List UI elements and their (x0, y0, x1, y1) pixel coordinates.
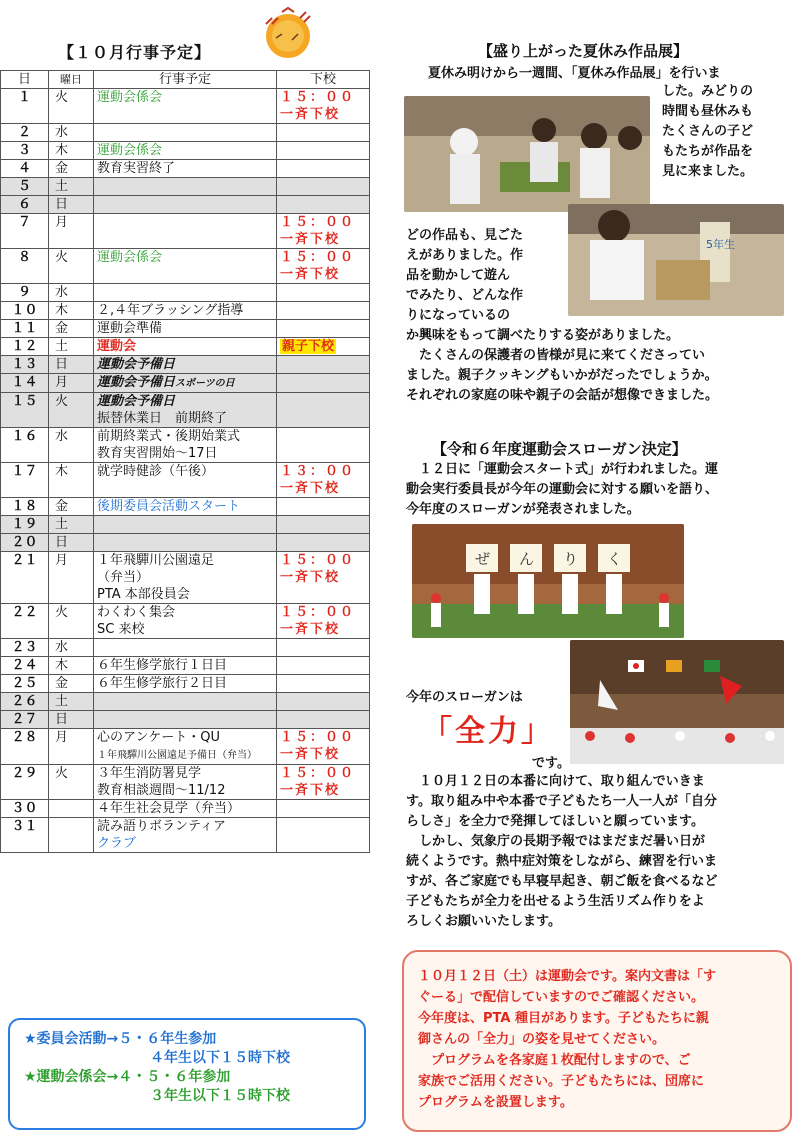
row-weekday: 日 (49, 356, 94, 374)
text-line: ぐーる」で配信していますのでご確認ください。 (418, 990, 705, 1005)
row-day: ２４ (1, 657, 49, 675)
row-dismissal (276, 428, 369, 463)
row-dismissal (276, 516, 369, 534)
schedule-row (1, 160, 370, 178)
row-day: １８ (1, 498, 49, 516)
schedule-row (1, 89, 370, 124)
row-dismissal: １５：００ 一斉下校 (276, 765, 369, 800)
text-line: 品を動かして遊ん (406, 268, 511, 283)
exhibition-paragraph-2 (662, 82, 753, 182)
row-weekday: 火 (49, 604, 94, 639)
row-events (94, 657, 277, 675)
slogan-text: 「全力」 (422, 714, 554, 749)
row-weekday: 日 (49, 534, 94, 552)
row-day: １０ (1, 302, 49, 320)
event-line: クラブ (97, 836, 137, 851)
committee-info-box (8, 1018, 366, 1130)
text-line: それぞれの家庭の味や親子の会話が想像できました。 (406, 388, 719, 403)
schedule-row (1, 604, 370, 639)
row-dismissal (276, 818, 369, 853)
text-line: ました。親子クッキングもいかがだったでしょうか。 (406, 368, 718, 383)
row-events (94, 393, 277, 428)
row-dismissal (276, 356, 369, 374)
schedule-row (1, 249, 370, 284)
row-weekday: 土 (49, 693, 94, 711)
info-line-4: ３年生以下１５時下校 (150, 1088, 290, 1104)
row-dismissal: １５：００ 一斉下校 (276, 89, 369, 124)
schedule-row (1, 374, 370, 393)
schedule-row (1, 124, 370, 142)
row-events (94, 534, 277, 552)
row-dismissal (276, 124, 369, 142)
row-events (94, 428, 277, 463)
row-dismissal: １５：００ 一斉下校 (276, 604, 369, 639)
text-line: １２日に「運動会スタート式」が行われました。運 (406, 462, 719, 477)
row-day: ９ (1, 284, 49, 302)
slogan-title: 【令和６年度運動会スローガン決定】 (432, 440, 687, 458)
row-day: １４ (1, 374, 49, 393)
schedule-body (1, 89, 370, 853)
text-line: りになっているの (406, 308, 511, 323)
text-line: プログラムを設置します。 (418, 1095, 573, 1110)
row-day: １９ (1, 516, 49, 534)
row-weekday: 月 (49, 552, 94, 604)
info-line-1: ★委員会活動→５・６年生参加 (24, 1031, 217, 1047)
row-weekday: 水 (49, 124, 94, 142)
row-dismissal: １３：００ 一斉下校 (276, 463, 369, 498)
event-line: 後期委員会活動スタート (97, 499, 241, 514)
row-weekday: 水 (49, 428, 94, 463)
event-line: １年飛驒川公園遠足予備日（弁当） (97, 750, 257, 761)
schedule-row (1, 498, 370, 516)
event-line: ３年生消防署見学 (97, 766, 202, 781)
schedule-row (1, 765, 370, 800)
row-day: ２９ (1, 765, 49, 800)
text-line: 見に来ました。 (662, 164, 754, 179)
row-dismissal (276, 320, 369, 338)
row-day: ２８ (1, 729, 49, 765)
row-events (94, 284, 277, 302)
row-weekday: 月 (49, 214, 94, 249)
text-line: 今年度のスローガンが発表されました。 (406, 502, 640, 517)
event-line: 運動会 (97, 339, 137, 354)
event-line: 就学時健診（午後） (97, 464, 215, 479)
text-line: えがありました。作 (406, 248, 524, 263)
row-weekday: 月 (49, 729, 94, 765)
row-weekday: 金 (49, 675, 94, 693)
row-events (94, 338, 277, 356)
row-dismissal (276, 374, 369, 393)
row-weekday: 月 (49, 374, 94, 393)
row-events (94, 604, 277, 639)
schedule-row (1, 818, 370, 853)
row-day: ２３ (1, 639, 49, 657)
row-events (94, 516, 277, 534)
schedule-row (1, 657, 370, 675)
text-line: 時間も昼休みも (662, 104, 754, 119)
row-events (94, 552, 277, 604)
row-events (94, 711, 277, 729)
event-line: PTA 本部役員会 (97, 587, 190, 602)
schedule-row (1, 302, 370, 320)
event-line: 運動会予備日スポーツの日 (97, 375, 235, 390)
row-weekday: 火 (49, 393, 94, 428)
schedule-row (1, 428, 370, 463)
event-line: 運動会予備日 (97, 394, 176, 409)
row-events (94, 374, 277, 393)
row-dismissal (276, 675, 369, 693)
row-events (94, 196, 277, 214)
row-weekday: 木 (49, 302, 94, 320)
row-dismissal (276, 498, 369, 516)
row-weekday: 土 (49, 338, 94, 356)
event-line: 教育実習開始～17日 (97, 446, 218, 461)
text-line: か興味をもって調べたりする姿がありました。 (406, 328, 680, 343)
row-day: ３ (1, 142, 49, 160)
exhibition-paragraph-3 (406, 226, 523, 326)
schedule-title: 【１０月行事予定】 (58, 43, 212, 62)
row-weekday: 日 (49, 196, 94, 214)
banner-char: ん (519, 550, 535, 568)
row-dismissal (276, 693, 369, 711)
sports-day-notice-box (402, 950, 792, 1132)
row-events (94, 249, 277, 284)
row-events (94, 160, 277, 178)
row-day: ２５ (1, 675, 49, 693)
row-events (94, 498, 277, 516)
row-day: ３０ (1, 800, 49, 818)
slogan-intro: 今年のスローガンは (406, 690, 523, 705)
event-line: SC 来校 (97, 622, 145, 637)
row-weekday: 日 (49, 711, 94, 729)
text-line: でみたり、どんな作 (406, 288, 524, 303)
event-line: 教育相談週間～11/12 (97, 783, 226, 798)
row-dismissal (276, 142, 369, 160)
text-line: した。みどりの (662, 84, 754, 99)
row-day: ２ (1, 124, 49, 142)
row-day: ３１ (1, 818, 49, 853)
text-line: す。取り組み中や本番で子どもたち一人一人が「自分 (406, 794, 717, 809)
row-weekday: 土 (49, 516, 94, 534)
event-line: 心のアンケート・QU (97, 730, 220, 745)
schedule-row (1, 214, 370, 249)
row-dismissal (276, 711, 369, 729)
event-line: ２,４年ブラッシング指導 (97, 303, 244, 318)
row-weekday: 木 (49, 463, 94, 498)
row-events (94, 765, 277, 800)
event-line: １年飛驒川公園遠足 (97, 553, 215, 568)
schedule-row (1, 711, 370, 729)
row-dismissal (276, 284, 369, 302)
banner-char: ぜ (475, 550, 491, 568)
row-weekday: 水 (49, 284, 94, 302)
row-dismissal: １５：００ 一斉下校 (276, 214, 369, 249)
row-dismissal (276, 196, 369, 214)
header-event: 行事予定 (94, 71, 277, 89)
schedule-row (1, 142, 370, 160)
text-line: プログラムを各家庭１枚配付しますので、ご (418, 1053, 691, 1068)
row-dismissal (276, 302, 369, 320)
row-events (94, 463, 277, 498)
header-dismissal: 下校 (276, 71, 369, 89)
text-line: 続くようです。熱中症対策をしながら、練習を行いま (406, 854, 717, 869)
schedule-row (1, 196, 370, 214)
row-dismissal: １５：００ 一斉下校 (276, 729, 369, 765)
row-dismissal: １５：００ 一斉下校 (276, 249, 369, 284)
row-day: ４ (1, 160, 49, 178)
header-weekday: 曜日 (49, 71, 94, 89)
notice-lines (418, 966, 780, 1113)
row-events (94, 675, 277, 693)
schedule-row (1, 320, 370, 338)
schedule-table (0, 70, 370, 853)
event-line: 運動会準備 (97, 321, 163, 336)
row-weekday: 木 (49, 657, 94, 675)
exhibition-photo-1 (404, 96, 650, 212)
row-day: １２ (1, 338, 49, 356)
schedule-row (1, 284, 370, 302)
info-line-2: ４年生以下１５時下校 (150, 1050, 290, 1066)
row-events (94, 639, 277, 657)
row-events (94, 214, 277, 249)
event-line: 運動会係会 (97, 90, 163, 105)
row-day: １６ (1, 428, 49, 463)
row-day: ８ (1, 249, 49, 284)
event-line: わくわく集会 (97, 605, 176, 620)
schedule-row (1, 338, 370, 356)
schedule-row (1, 356, 370, 374)
slogan-paragraph-2 (406, 772, 717, 932)
row-weekday: 金 (49, 160, 94, 178)
event-line: 運動会係会 (97, 143, 163, 158)
schedule-row (1, 693, 370, 711)
row-events (94, 124, 277, 142)
text-line: 御さんの「全力」の姿を見せてください。 (418, 1032, 666, 1047)
row-weekday: 火 (49, 249, 94, 284)
schedule-row (1, 393, 370, 428)
text-line: たくさんの子ど (662, 124, 754, 139)
row-events (94, 693, 277, 711)
row-dismissal (276, 657, 369, 675)
row-day: ２２ (1, 604, 49, 639)
text-line: 動会実行委員長が今年の運動会に対する願いを語り、 (406, 482, 719, 497)
event-line: 教育実習終了 (97, 161, 176, 176)
schedule-row (1, 516, 370, 534)
slogan-photo-2 (570, 640, 784, 764)
row-day: ２１ (1, 552, 49, 604)
row-events (94, 818, 277, 853)
text-line: 今年度は、PTA 種目があります。子どもたちに親 (418, 1011, 709, 1026)
text-line: たくさんの保護者の皆様が見に来てくださってい (406, 348, 706, 363)
row-day: １５ (1, 393, 49, 428)
svg-text:5年生: 5年生 (706, 238, 735, 251)
row-dismissal (276, 178, 369, 196)
exhibition-title: 【盛り上がった夏休み作品展】 (478, 42, 689, 60)
row-day: １ (1, 89, 49, 124)
text-line: 子どもたちが全力を出せるよう生活リズム作りをよ (406, 894, 705, 909)
text-line: １０月１２日の本番に向けて、取り組んでいきま (406, 774, 705, 789)
text-line: どの作品も、見ごた (406, 228, 524, 243)
text-line: すが、各ご家庭でも早寝早起き、朝ご飯を食べるなど (406, 874, 718, 889)
schedule-row (1, 729, 370, 765)
info-line-3: ★運動会係会→４・５・６年参加 (24, 1069, 231, 1085)
row-day: ５ (1, 178, 49, 196)
row-events (94, 800, 277, 818)
schedule-row (1, 178, 370, 196)
row-events (94, 729, 277, 765)
row-day: １１ (1, 320, 49, 338)
event-line: 運動会予備日 (97, 357, 176, 372)
banner-char: り (563, 550, 579, 568)
row-events (94, 302, 277, 320)
header-day: 日 (1, 71, 49, 89)
text-line: ろしくお願いいたします。 (406, 914, 561, 929)
event-line: 振替休業日 前期終了 (97, 411, 228, 426)
schedule-row (1, 552, 370, 604)
sun-illustration-icon (258, 4, 318, 60)
row-weekday: 火 (49, 765, 94, 800)
event-line: ４年生社会見学（弁当） (97, 801, 241, 816)
text-line: もたちが作品を (662, 144, 754, 159)
slogan-photo-1 (412, 524, 684, 638)
row-weekday: 木 (49, 142, 94, 160)
slogan-paragraph-1 (406, 460, 718, 520)
row-dismissal (276, 800, 369, 818)
exhibition-paragraph-1: 夏休み明けから一週間、「夏休み作品展」を行いま (428, 66, 721, 81)
row-dismissal: 親子下校 (276, 338, 369, 356)
text-line: 家族でご活用ください。子どもたちには、団席に (418, 1074, 705, 1089)
schedule-row (1, 800, 370, 818)
row-weekday: 土 (49, 178, 94, 196)
row-day: ２６ (1, 693, 49, 711)
row-dismissal: １５：００ 一斉下校 (276, 552, 369, 604)
schedule-header-row (1, 71, 370, 89)
exhibition-paragraph-4 (406, 326, 718, 406)
row-dismissal (276, 393, 369, 428)
row-dismissal (276, 534, 369, 552)
row-day: １３ (1, 356, 49, 374)
row-events (94, 356, 277, 374)
event-line: 読み語りボランティア (97, 819, 226, 834)
text-line: １０月１２日（土）は運動会です。案内文書は「す (418, 969, 716, 984)
schedule-row (1, 675, 370, 693)
row-dismissal (276, 160, 369, 178)
row-day: ２０ (1, 534, 49, 552)
event-line: 前期終業式・後期始業式 (97, 429, 241, 444)
row-weekday: 金 (49, 320, 94, 338)
slogan-desu: です。 (532, 756, 570, 771)
row-day: ２７ (1, 711, 49, 729)
row-events (94, 320, 277, 338)
row-events (94, 89, 277, 124)
row-weekday (49, 818, 94, 853)
row-weekday: 水 (49, 639, 94, 657)
event-line: ６年生修学旅行２日目 (97, 676, 228, 691)
row-weekday (49, 800, 94, 818)
row-day: １７ (1, 463, 49, 498)
row-day: ７ (1, 214, 49, 249)
row-dismissal (276, 639, 369, 657)
row-weekday: 火 (49, 89, 94, 124)
event-line: （弁当） (97, 570, 150, 585)
schedule-row (1, 639, 370, 657)
text-line: らしさ」を全力で発揮してほしいと願っています。 (406, 814, 704, 829)
text-line: しかし、気象庁の長期予報ではまだまだ暑い日が (406, 834, 706, 849)
row-events (94, 142, 277, 160)
schedule-row (1, 463, 370, 498)
event-line: ６年生修学旅行１日目 (97, 658, 228, 673)
row-day: ６ (1, 196, 49, 214)
event-line: 運動会係会 (97, 250, 163, 265)
schedule-row (1, 534, 370, 552)
row-weekday: 金 (49, 498, 94, 516)
banner-char: く (607, 550, 623, 568)
exhibition-photo-2 (568, 204, 784, 316)
row-events (94, 178, 277, 196)
